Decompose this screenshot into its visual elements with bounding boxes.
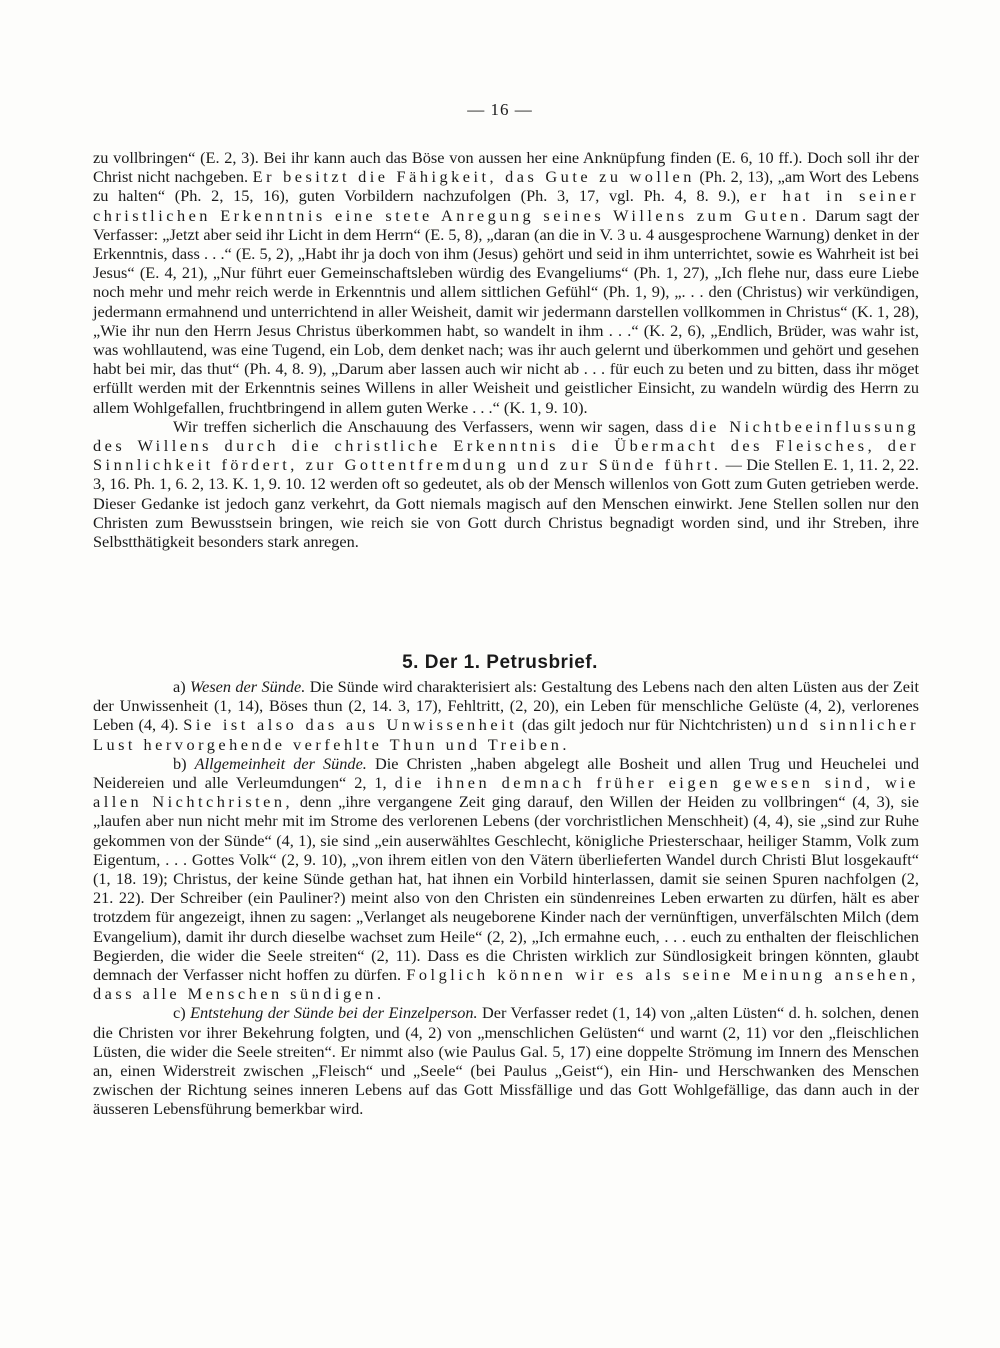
text-block-top — [93, 148, 919, 551]
text-run: (Ph. 2, 13), „am Wort des Lebens zu halten“ (Ph. 2, 15, 16), guten Vorbildern nachzufolgen (Ph. 3, 17, vgl. Ph. 4, 8. 9.), — [93, 167, 920, 206]
spaced-emphasis: die Nichtbeeinflussung des Willens durch die christliche Erkenntnis die Übermacht des Fleisches, der Sinnlichkeit fördert, zur Gottentfremdung und zur Sünde führt. — [93, 416, 919, 475]
text-run: Der Verfasser redet (1, 14) von „alten Lüsten“ d. h. solchen, denen die Christen vor ihrer Bekehrung folgten, und (4, 2) von „menschlichen Gelüsten“ und warnt (2, 11) vor den „fleischlichen Lüsten, die wider die Seele streiten“. Er nimmt also (wie Paulus Gal. 5, 17) eine doppelte Strömung im Innern des Menschen an, einen Widerstreit zwischen „Fleisch“ und „Seele“ (bei Paulus „Geist“), ein Hin- und Herschwanken des Menschen zwischen der Richtung seines inneren Lebens auf das Gott Missfällige und das Gott Wohlgefällige, das dann auch in der äusseren Lebensführung bemerkbar wird. — [93, 1003, 920, 1119]
spaced-emphasis: und sinnlicher Lust hervorgehende verfehlte Thun und Treiben. — [93, 715, 920, 754]
spaced-emphasis: Er besitzt die Fähigkeit, das Gute zu wollen — [252, 167, 695, 187]
section-heading: 5. Der 1. Petrusbrief. — [402, 652, 598, 673]
text-run: Wir treffen sicherlich die Anschauung des Verfassers, wenn wir sagen, dass — [173, 416, 690, 436]
italic-subheading: Wesen der Sünde. — [190, 677, 306, 696]
italic-subheading: Entstehung der Sünde bei der Einzelperson. — [190, 1003, 478, 1023]
text-run: denn „ihre vergangene Zeit ging darauf, den Willen der Heiden zu vollbringen“ (4, 3), sie „laufen aber nun nicht mehr mit im Strome des verlorenen Lebens (der vorchristlichen Menschheit) (4, 4), sie „sind zur Ruhe gekommen von der Sünde“ (4, 1), sie sind „ein auserwähltes Geschlecht, königliche Priesterschaar, heiliger Stamm, Volk zum Eigentum, . . . Gottes Volk“ (2, 9. 10), „von ihrem eitlen von den Vätern überlieferten Wandel durch Christi Blut losgekauft“ (1, 18. 19); Christus, der keine Sünde gethan hat, hat ihnen ein Vorbild hinterlassen, damit sie seinen Spuren nachfolgen (2, 21. 22). Der Schreiber (ein Pauliner?) meint also von den Christen ein sündenreines Leben erwarten zu dürfen, hält es aber trotzdem für angezeigt, ihnen zu sagen: „Verlanget als neugeborene Kinder nach der vernünftigen, unverfälschten Milch (dem Evangelium), damit ihr durch dieselbe wachset zum Heile“ (2, 2), „Ich ermahne euch, . . . euch zu enthalten der fleischlichen Begierden, die wider die Seele streiten“ (2, 11). Dass es die Christen wirklich zur Sündlosigkeit bringen könnten, glaubt demnach der Verfasser nicht hoffen zu dürfen. — [93, 792, 919, 985]
spaced-emphasis: Folglich können wir es als seine Meinung ansehen, dass alle Menschen sündigen. — [93, 965, 919, 1004]
text-block-bottom — [93, 677, 919, 1119]
spaced-emphasis: er hat in seiner christlichen Erkenntnis eine stete Anregung seines Willens zum Guten. — [93, 186, 919, 225]
item-marker: c) — [173, 1003, 191, 1023]
text-run: Darum sagt der Verfasser: „Jetzt aber seid ihr Licht in dem Herrn“ (E. 5, 8), „daran (an die in V. 3 u. 4 ausgesprochene Warnung) denket in der Erkenntnis, dass . . .“ (E. 5, 2), „Habt ihr ja doch von ihm (Jesus) gehört und seid in ihm unterrichtet, sowie es Wahrheit ist bei Jesus“ (E. 4, 21), „Nur führt euer Gemeinschaftsleben würdig des Evangeliums“ (Ph. 1, 27), „Ich flehe nur, dass eure Liebe noch mehr und mehr reich werde in Erkenntnis und allem sittlichen Gefühl“ (Ph. 1, 9), „. . . den (Christus) wir verkündigen, jedermann ermahnend und unterrichtend in aller Weisheit, damit wir jedermann darstellen vollkommen in Christus“ (K. 1, 28), „Wie ihr nun den Herrn Jesus Christus überkommen habt, so wandelt in ihm . . .“ (K. 2, 6), „Endlich, Brüder, was wahr ist, was wohllautend, was eine Tugend, ein Lob, dem denket nach; was ihr auch gelernt und überkommen und gehört und gesehen habt bei mir, das thut“ (Ph. 4, 8. 9), „Darum aber lassen auch wir nicht ab . . . für euch zu beten und zu bitten, dass ihr möget erfüllt werden mit der Erkenntnis seines Willens in aller Weisheit und geistlicher Einsicht, zu wandeln würdig des Herrn zu allem Wohlgefallen, fruchtbringend in allem guten Werke . . .“ (K. 1, 9. 10). — [93, 205, 920, 417]
text-run: — Die Stellen E. 1, 11. 2, 22. 3, 16. Ph. 1, 6. 2, 13. K. 1, 9. 10. 12 werden oft so gedeutet, als ob der Mensch willenlos von Gott zum Guten getrieben werde. Dieser Gedanke ist jedoch ganz verkehrt, da Gott niemals magisch auf den Menschen einwirkt. Jene Stellen sollen nur den Christen zum Bewusstsein bringen, wie reich sie von Gott durch Christus begnadigt worden sind, und ihr Streben, ihre Selbstthätigkeit besonders stark anregen. — [93, 455, 919, 552]
spaced-emphasis: Sie ist also das aus Unwissenheit — [183, 715, 518, 735]
paragraph-a-wesen — [93, 677, 919, 754]
paragraph-b-allgemeinheit — [93, 754, 919, 1004]
italic-subheading: Allgemeinheit der Sünde. — [194, 753, 367, 773]
paragraph-conclusion — [93, 417, 919, 551]
paragraph-will-and-knowledge — [93, 148, 919, 417]
text-run: zu vollbringen“ (E. 2, 3). Bei ihr kann auch das Böse von aussen her eine Anknüpfung finden (E. 6, 10 ff.). Doch soll ihr der Christ nicht nachgeben. — [93, 148, 919, 187]
text-run: (das gilt jedoch nur für Nichtchristen) — [517, 715, 777, 735]
spaced-emphasis: die ihnen demnach früher eigen gewesen sind, wie allen Nichtchristen, — [93, 773, 920, 812]
text-run: Die Sünde wird charakterisiert als: Gestaltung des Lebens nach den alten Lüsten aus der Zeit der Unwissenheit (1, 14), Böses thun (2, 14. 3, 17), Fehltritt, (2, 20), ein Leben für menschliche Gelüste (4, 2), verlorenes Leben (4, 4). — [93, 677, 919, 735]
paragraph-c-entstehung — [93, 1003, 919, 1118]
item-marker: a) — [173, 677, 191, 696]
item-marker: b) — [173, 753, 195, 773]
text-run: Die Christen „haben abgelegt alle Bosheit und allen Trug und Heuchelei und Neidereien und alle Verleumdungen“ 2, 1, — [93, 753, 920, 793]
page-number: — 16 — — [467, 100, 533, 119]
